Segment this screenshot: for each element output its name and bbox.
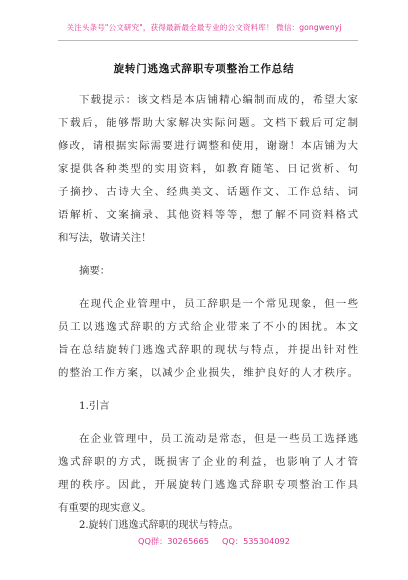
tip-line-1: 下载提示：该文档是本店铺精心编制而成的，希望大家 [79,94,358,106]
section1-line-2: 逸式辞职的方式，既损害了企业的利益，也影响了人才管 [58,456,358,468]
section2-heading: 2.旋转门逃逸式辞职的现状与特点。 [79,520,239,531]
abstract-line-3: 旨在总结旋转门逃逸式辞职的现状与特点，并提出针对性 [58,344,358,356]
abstract-line-2: 员工以逃逸式辞职的方式给企业带来了不小的困扰。本文 [58,321,358,333]
tip-line-6: 语解析、文案摘录、其他资料等等，想了解不同资料格式 [58,209,358,221]
abstract-line-4: 的整治工作方案，以减少企业损失，维护良好的人才秩序。 [58,367,358,379]
footer-qq-group: QQ群：30265665 [138,536,209,546]
header-divider [58,40,358,41]
footer-qq: QQ：535304092 [222,536,290,546]
section1-line-1: 在企业管理中，员工流动是常态，但是一些员工选择逃 [79,433,358,445]
abstract-line-1: 在现代企业管理中，员工辞职是一个常见现象，但一些 [79,298,358,310]
header-banner: 关注头条号"公文研究"，获得最新最全最专业的公文资料库！ 微信：gongwenyj [66,23,342,32]
abstract-heading: 摘要： [79,265,111,277]
section1-line-4: 有重要的现实意义。 [58,502,152,514]
tip-line-4: 家提供各种类型的实用资料，如教育随笔、日记赏析、句 [58,163,358,175]
tip-line-2: 下载后，能够帮助大家解决实际问题。文档下载后可定制 [58,117,358,129]
section1-line-3: 理的秩序。因此，开展旋转门逃逸式辞职专项整治工作具 [58,479,358,491]
tip-line-7: 和写法，敬请关注！ [58,232,152,244]
tip-line-3: 修改，请根据实际需要进行调整和使用，谢谢！本店铺为大 [58,140,358,152]
tip-line-5: 子摘抄、古诗大全、经典美文、话题作文、工作总结、词 [58,186,358,198]
document-title: 旋转门逃逸式辞职专项整治工作总结 [113,63,295,75]
section1-heading: 1.引言 [79,400,110,412]
